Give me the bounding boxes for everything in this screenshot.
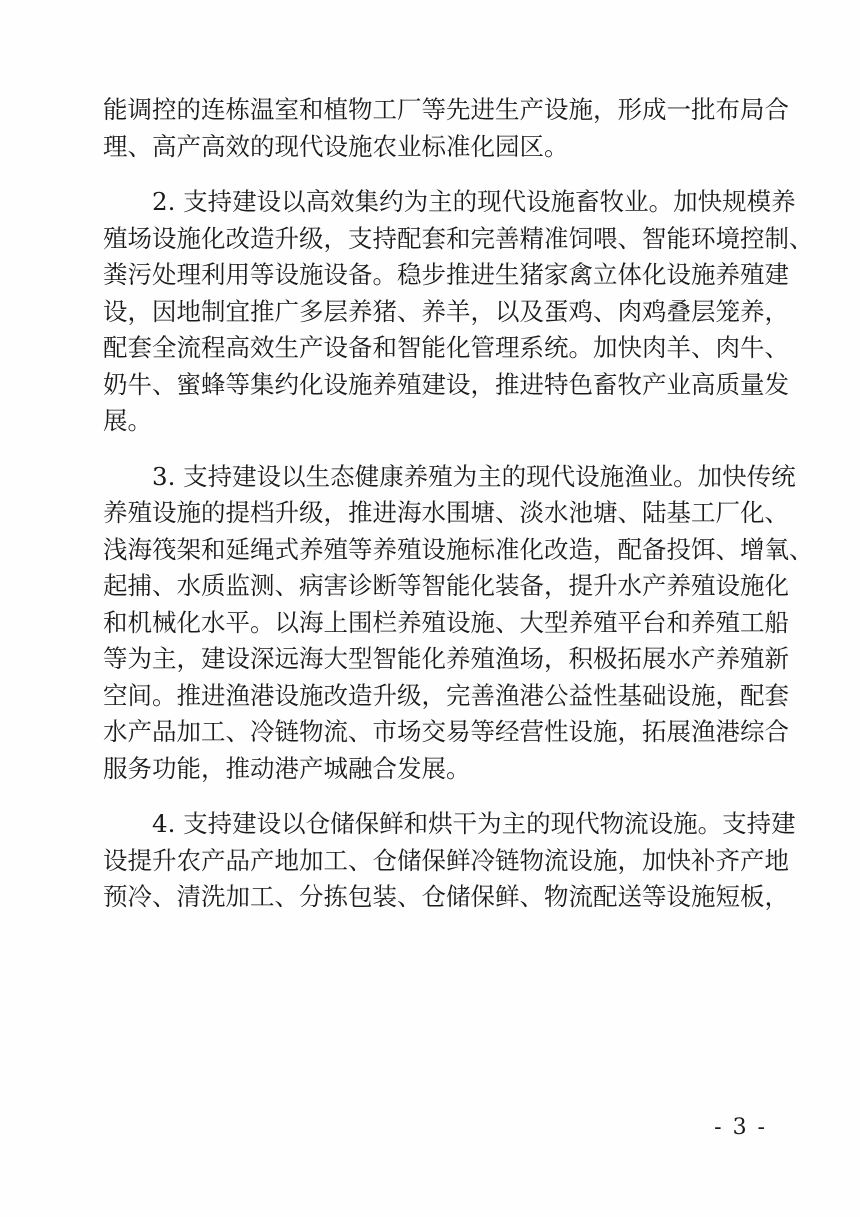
text-line: 展。 bbox=[103, 406, 152, 435]
text-line: 等为主，建设深远海大型智能化养殖渔场，积极拓展水产养殖新 bbox=[103, 644, 789, 673]
text-line: 设提升农产品产地加工、仓储保鲜冷链物流设施，加快补齐产地 bbox=[103, 845, 789, 875]
text-line: 粪污处理利用等设施设备。稳步推进生猪家禽立体化设施养殖建 bbox=[103, 260, 789, 289]
body-text bbox=[103, 92, 814, 916]
text-line: 和机械化水平。以海上围栏养殖设施、大型养殖平台和养殖工船 bbox=[103, 607, 789, 637]
text-line: 浅海筏架和延绳式养殖等养殖设施标准化改造，配备投饵、增氧、 bbox=[103, 534, 814, 564]
text-line: 理、高产高效的现代设施农业标准化园区。 bbox=[103, 131, 569, 161]
text-line: 奶牛、蜜蜂等集约化设施养殖建设，推进特色畜牧产业高质量发 bbox=[103, 369, 789, 399]
text-line: 预冷、清洗加工、分拣包装、仓储保鲜、物流配送等设施短板， bbox=[103, 882, 789, 911]
text-line: 3. 支持建设以生态健康养殖为主的现代设施渔业。加快传统 bbox=[152, 461, 796, 491]
text-line: 2. 支持建设以高效集约为主的现代设施畜牧业。加快规模养 bbox=[152, 187, 796, 216]
page-number: - 3 - bbox=[714, 1115, 767, 1140]
text-line: 空间。推进渔港设施改造升级，完善渔港公益性基础设施，配套 bbox=[103, 680, 789, 710]
paragraph-1 bbox=[103, 92, 789, 165]
text-line: 配套全流程高效生产设备和智能化管理系统。加快肉羊、肉牛、 bbox=[103, 333, 789, 362]
paragraph-3 bbox=[103, 459, 814, 788]
text-line: 服务功能，推动港产城融合发展。 bbox=[103, 753, 471, 783]
text-line: 4. 支持建设以仓储保鲜和烘干为主的现代物流设施。支持建 bbox=[152, 809, 796, 838]
paragraph-4 bbox=[103, 806, 796, 916]
text-line: 养殖设施的提档升级，推进海水围塘、淡水池塘、陆基工厂化、 bbox=[103, 498, 789, 527]
paragraph-2 bbox=[103, 184, 814, 440]
text-line: 设，因地制宜推广多层养猪、养羊，以及蛋鸡、肉鸡叠层笼养， bbox=[103, 296, 789, 326]
text-line: 能调控的连栋温室和植物工厂等先进生产设施，形成一批布局合 bbox=[103, 95, 789, 124]
text-line: 水产品加工、冷链物流、市场交易等经营性设施，拓展渔港综合 bbox=[103, 717, 789, 746]
text-line: 起捕、水质监测、病害诊断等智能化装备，提升水产养殖设施化 bbox=[103, 571, 789, 600]
text-line: 殖场设施化改造升级，支持配套和完善精准饲喂、智能环境控制、 bbox=[103, 223, 814, 253]
